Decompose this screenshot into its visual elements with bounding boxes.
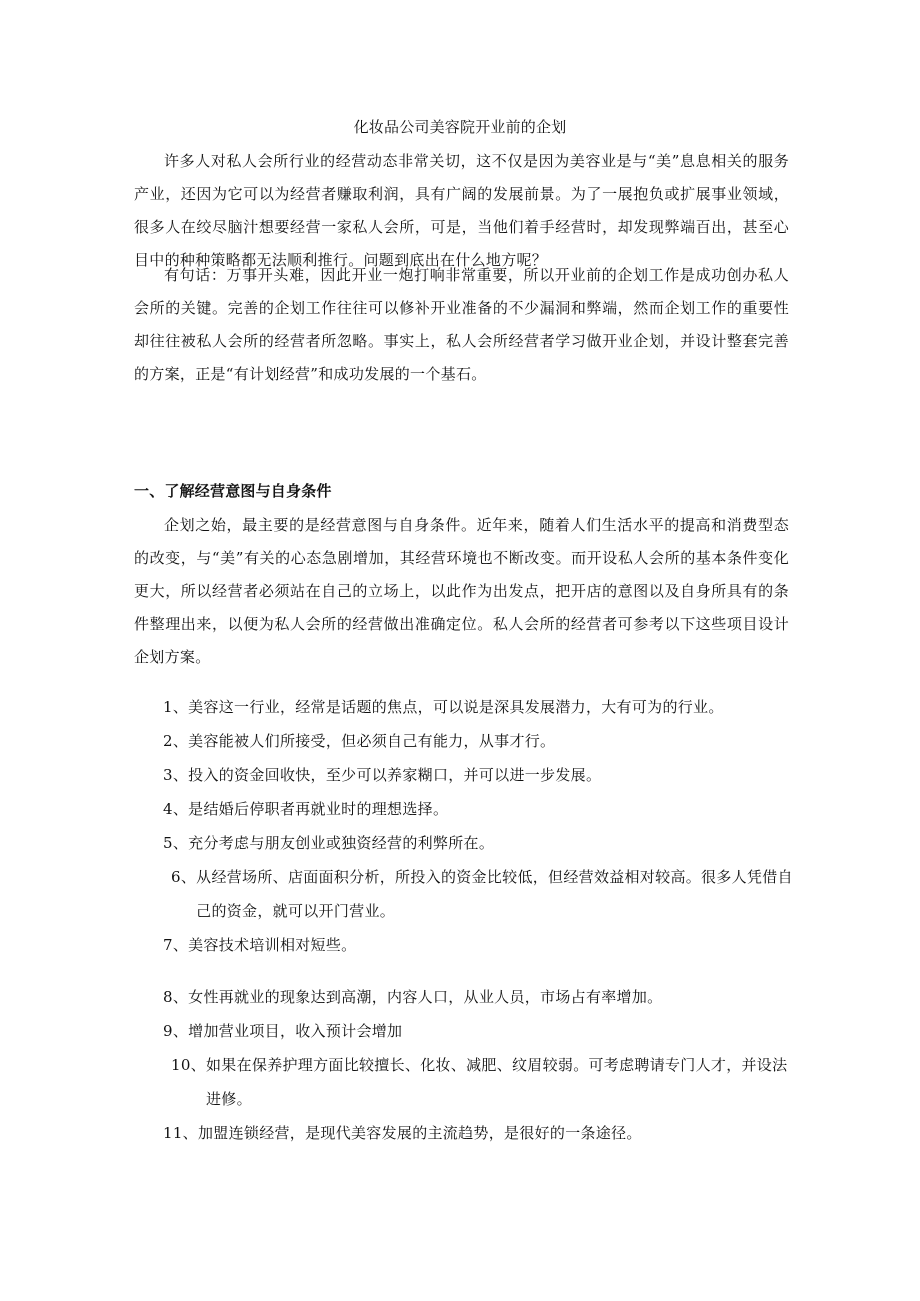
section-heading: 一、了解经营意图与自身条件: [134, 482, 332, 500]
list-item-text: 加盟连锁经营，是现代美容发展的主流趋势，是很好的一条途径。: [198, 1124, 642, 1142]
intro-paragraph-2: 有句话：万事开头难，因此开业一炮打响非常重要，所以开业前的企划工作是成功创办私人会所的关键。完善的企划工作往往可以修补开业准备的不少漏洞和弊端，然而企划工作的重要性却往往被私人会所的经营者所忽略。事实上，私人会所经营者学习做开业企划，并设计整套完善的方案，正是“有计划经营”和成功发展的一个基石。: [134, 266, 789, 383]
list-item: [163, 1014, 793, 1048]
list-item-number: 5、: [163, 834, 189, 852]
list-item-text: 女性再就业的现象达到高潮，内容人口，从业人员，市场占有率增加。: [188, 988, 663, 1006]
document-title: 化妆品公司美容院开业前的企划: [353, 118, 567, 136]
list-item: [163, 792, 793, 826]
list-item-number: 4、: [163, 800, 189, 818]
list-item: [163, 826, 793, 860]
intro-paragraph-1: 许多人对私人会所行业的经营动态非常关切，这不仅是因为美容业是与“美”息息相关的服务产业，还因为它可以为经营者赚取利润，具有广阔的发展前景。为了一展抱负或扩展事业领域，很多人在绞尽脑汁想要经营一家私人会所，可是，当他们着手经营时，却发现弊端百出，甚至心目中的种种策略都无法顺利推行。问题到底出在什么地方呢？: [134, 152, 789, 269]
list-item-text: 充分考虑与朋友创业或独资经营的利弊所在。: [188, 834, 495, 852]
list-item-text: 美容这一行业，经常是话题的焦点，可以说是深具发展潜力，大有可为的行业。: [188, 698, 724, 716]
list-item-number: 1、: [163, 698, 189, 716]
list-item: [171, 1048, 793, 1116]
list-item: [163, 980, 793, 1014]
list-item-number: 9、: [163, 1022, 189, 1040]
list-item-number: 2、: [163, 732, 189, 750]
list-item-number: 3、: [163, 766, 189, 784]
section-paragraph: 企划之始，最主要的是经营意图与自身条件。近年来，随着人们生活水平的提高和消费型态的改变，与“美”有关的心态急剧增加，其经营环境也不断改变。而开设私人会所的基本条件变化更大，所以经营者必须站在自己的立场上，以此作为出发点，把开店的意图以及自身所具有的条件整理出来，以便为私人会所的经营做出准确定位。私人会所的经营者可参考以下这些项目设计企划方案。: [134, 516, 789, 666]
list-item-number: 10、: [171, 1056, 206, 1074]
list-item-number: 7、: [163, 936, 189, 954]
list-item-text: 美容能被人们所接受，但必须自己有能力，从事才行。: [188, 732, 556, 750]
list-item-text: 美容技术培训相对短些。: [188, 936, 357, 954]
list-item-text: 如果在保养护理方面比较擅长、化妆、减肥、纹眉较弱。可考虑聘请专门人才，并设法进修。: [206, 1056, 788, 1108]
list-item-number: 11、: [163, 1124, 198, 1142]
plan-item-list: [163, 690, 793, 1150]
list-item-text: 是结婚后停职者再就业时的理想选择。: [188, 800, 449, 818]
list-item-text: 从经营场所、店面面积分析，所投入的资金比较低，但经营效益相对较高。很多人凭借自己的资金，就可以开门营业。: [196, 868, 793, 920]
list-item: [163, 724, 793, 758]
list-item: [163, 928, 793, 962]
list-item-text: 投入的资金回收快，至少可以养家糊口，并可以进一步发展。: [188, 766, 602, 784]
list-item: [163, 690, 793, 724]
list-item-number: 8、: [163, 988, 189, 1006]
list-item: [171, 860, 793, 928]
list-item: [163, 758, 793, 792]
list-item: [163, 1116, 793, 1150]
list-item-text: 增加营业项目，收入预计会增加: [188, 1022, 403, 1040]
list-item-number: 6、: [171, 868, 197, 886]
